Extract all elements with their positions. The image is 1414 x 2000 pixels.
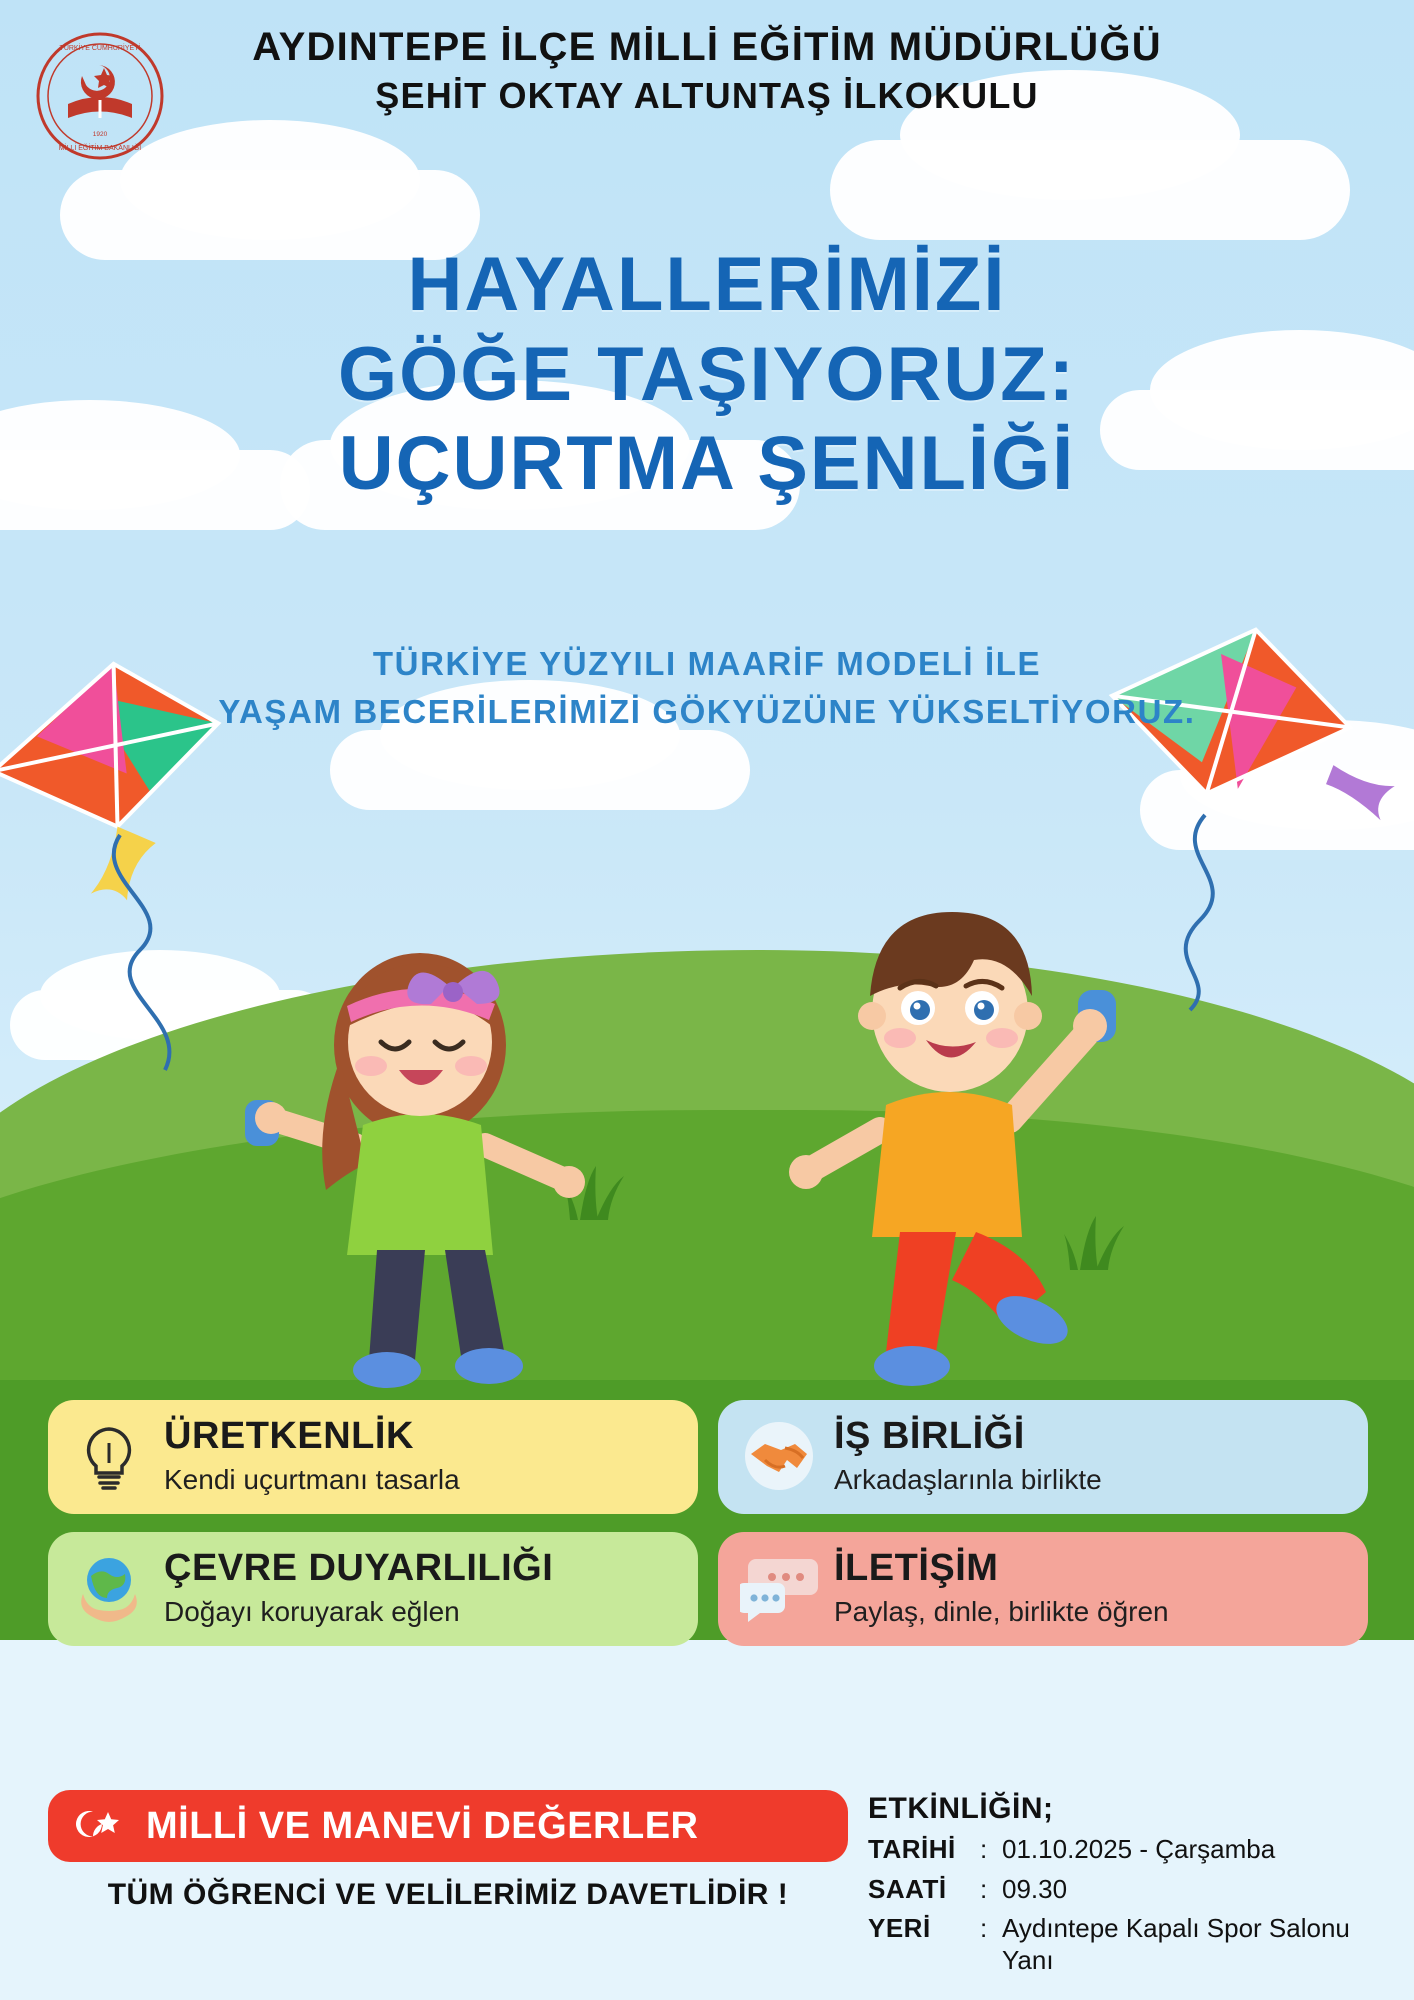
svg-text:TÜRKİYE CUMHURİYETİ: TÜRKİYE CUMHURİYETİ [59, 45, 141, 52]
event-row-time [868, 1874, 1368, 1906]
event-value: 01.10.2025 - Çarşamba [1002, 1834, 1276, 1864]
value-card-cevre-duyarliligi [48, 1532, 698, 1646]
title-line-3: UÇURTMA ŞENLİĞİ [338, 421, 1076, 507]
turkish-flag-icon [74, 1804, 132, 1849]
event-label: TARİHİ [868, 1834, 956, 1864]
page-title [0, 240, 1414, 509]
bottom-section [48, 1790, 1368, 1985]
event-separator: : [980, 1913, 988, 1944]
value-card-desc: Arkadaşlarınla birlikte [834, 1463, 1102, 1495]
value-card-uretkenlik [48, 1400, 698, 1514]
handshake-icon [740, 1417, 818, 1495]
invitation-text: TÜM ÖĞRENCİ VE VELİLERİMİZ DAVETLİDİR ! [107, 1878, 789, 1911]
status-badge [48, 1790, 848, 1862]
boy-flying-kite-illustration [760, 880, 1160, 1405]
header [0, 22, 1414, 119]
subtitle [0, 640, 1414, 736]
header-line-2: ŞEHİT OKTAY ALTUNTAŞ İLKOKULU [375, 75, 1039, 117]
event-label: YERİ [868, 1913, 931, 1944]
earth-in-hands-icon [70, 1549, 148, 1627]
lightbulb-icon [70, 1417, 148, 1495]
svg-text:MİLLİ EĞİTİM BAKANLIĞI: MİLLİ EĞİTİM BAKANLIĞI [58, 145, 142, 152]
header-line-1: AYDINTEPE İLÇE MİLLİ EĞİTİM MÜDÜRLÜĞÜ [252, 25, 1162, 69]
value-card-title: ÇEVRE DUYARLILIĞI [164, 1546, 554, 1589]
values-block [48, 1790, 848, 1912]
tc-milli-egitim-bakanligi-logo [30, 26, 170, 166]
value-card-desc: Kendi uçurtmanı tasarla [164, 1463, 460, 1495]
values-banner-label: MİLLİ VE MANEVİ DEĞERLER [146, 1804, 699, 1847]
event-separator: : [980, 1873, 988, 1904]
event-label: SAATİ [868, 1873, 947, 1904]
girl-flying-kite-illustration [235, 930, 615, 1415]
cloud [830, 140, 1350, 240]
value-card-iletisim [718, 1532, 1368, 1646]
value-card-title: ÜRETKENLİK [164, 1415, 414, 1457]
value-card-is-birligi [718, 1400, 1368, 1514]
svg-text:1920: 1920 [92, 131, 108, 138]
value-card-desc: Doğayı koruyarak eğlen [164, 1595, 460, 1627]
event-value: Aydıntepe Kapalı Spor Salonu Yanı [1002, 1913, 1350, 1976]
event-row-place [868, 1913, 1368, 1976]
title-line-2: GÖĞE TAŞIYORUZ: [338, 331, 1076, 417]
cloud [330, 730, 750, 810]
chat-bubbles-icon [740, 1549, 818, 1627]
event-details [868, 1790, 1368, 1985]
value-card-title: İŞ BİRLİĞİ [834, 1415, 1025, 1457]
subtitle-line-2: YAŞAM BECERİLERİMİZİ GÖKYÜZÜNE YÜKSELTİYORUZ. [218, 692, 1196, 730]
event-heading: ETKİNLİĞİN; [868, 1792, 1054, 1825]
subtitle-line-1: TÜRKİYE YÜZYILI MAARİF MODELİ İLE [372, 645, 1042, 682]
title-line-1: HAYALLERİMİZİ [407, 242, 1007, 327]
value-card-desc: Paylaş, dinle, birlikte öğren [834, 1595, 1169, 1627]
value-cards [48, 1400, 1368, 1646]
event-row-date [868, 1834, 1368, 1866]
event-separator: : [980, 1834, 988, 1864]
event-value: 09.30 [1002, 1873, 1068, 1904]
value-card-title: İLETİŞİM [834, 1546, 999, 1589]
